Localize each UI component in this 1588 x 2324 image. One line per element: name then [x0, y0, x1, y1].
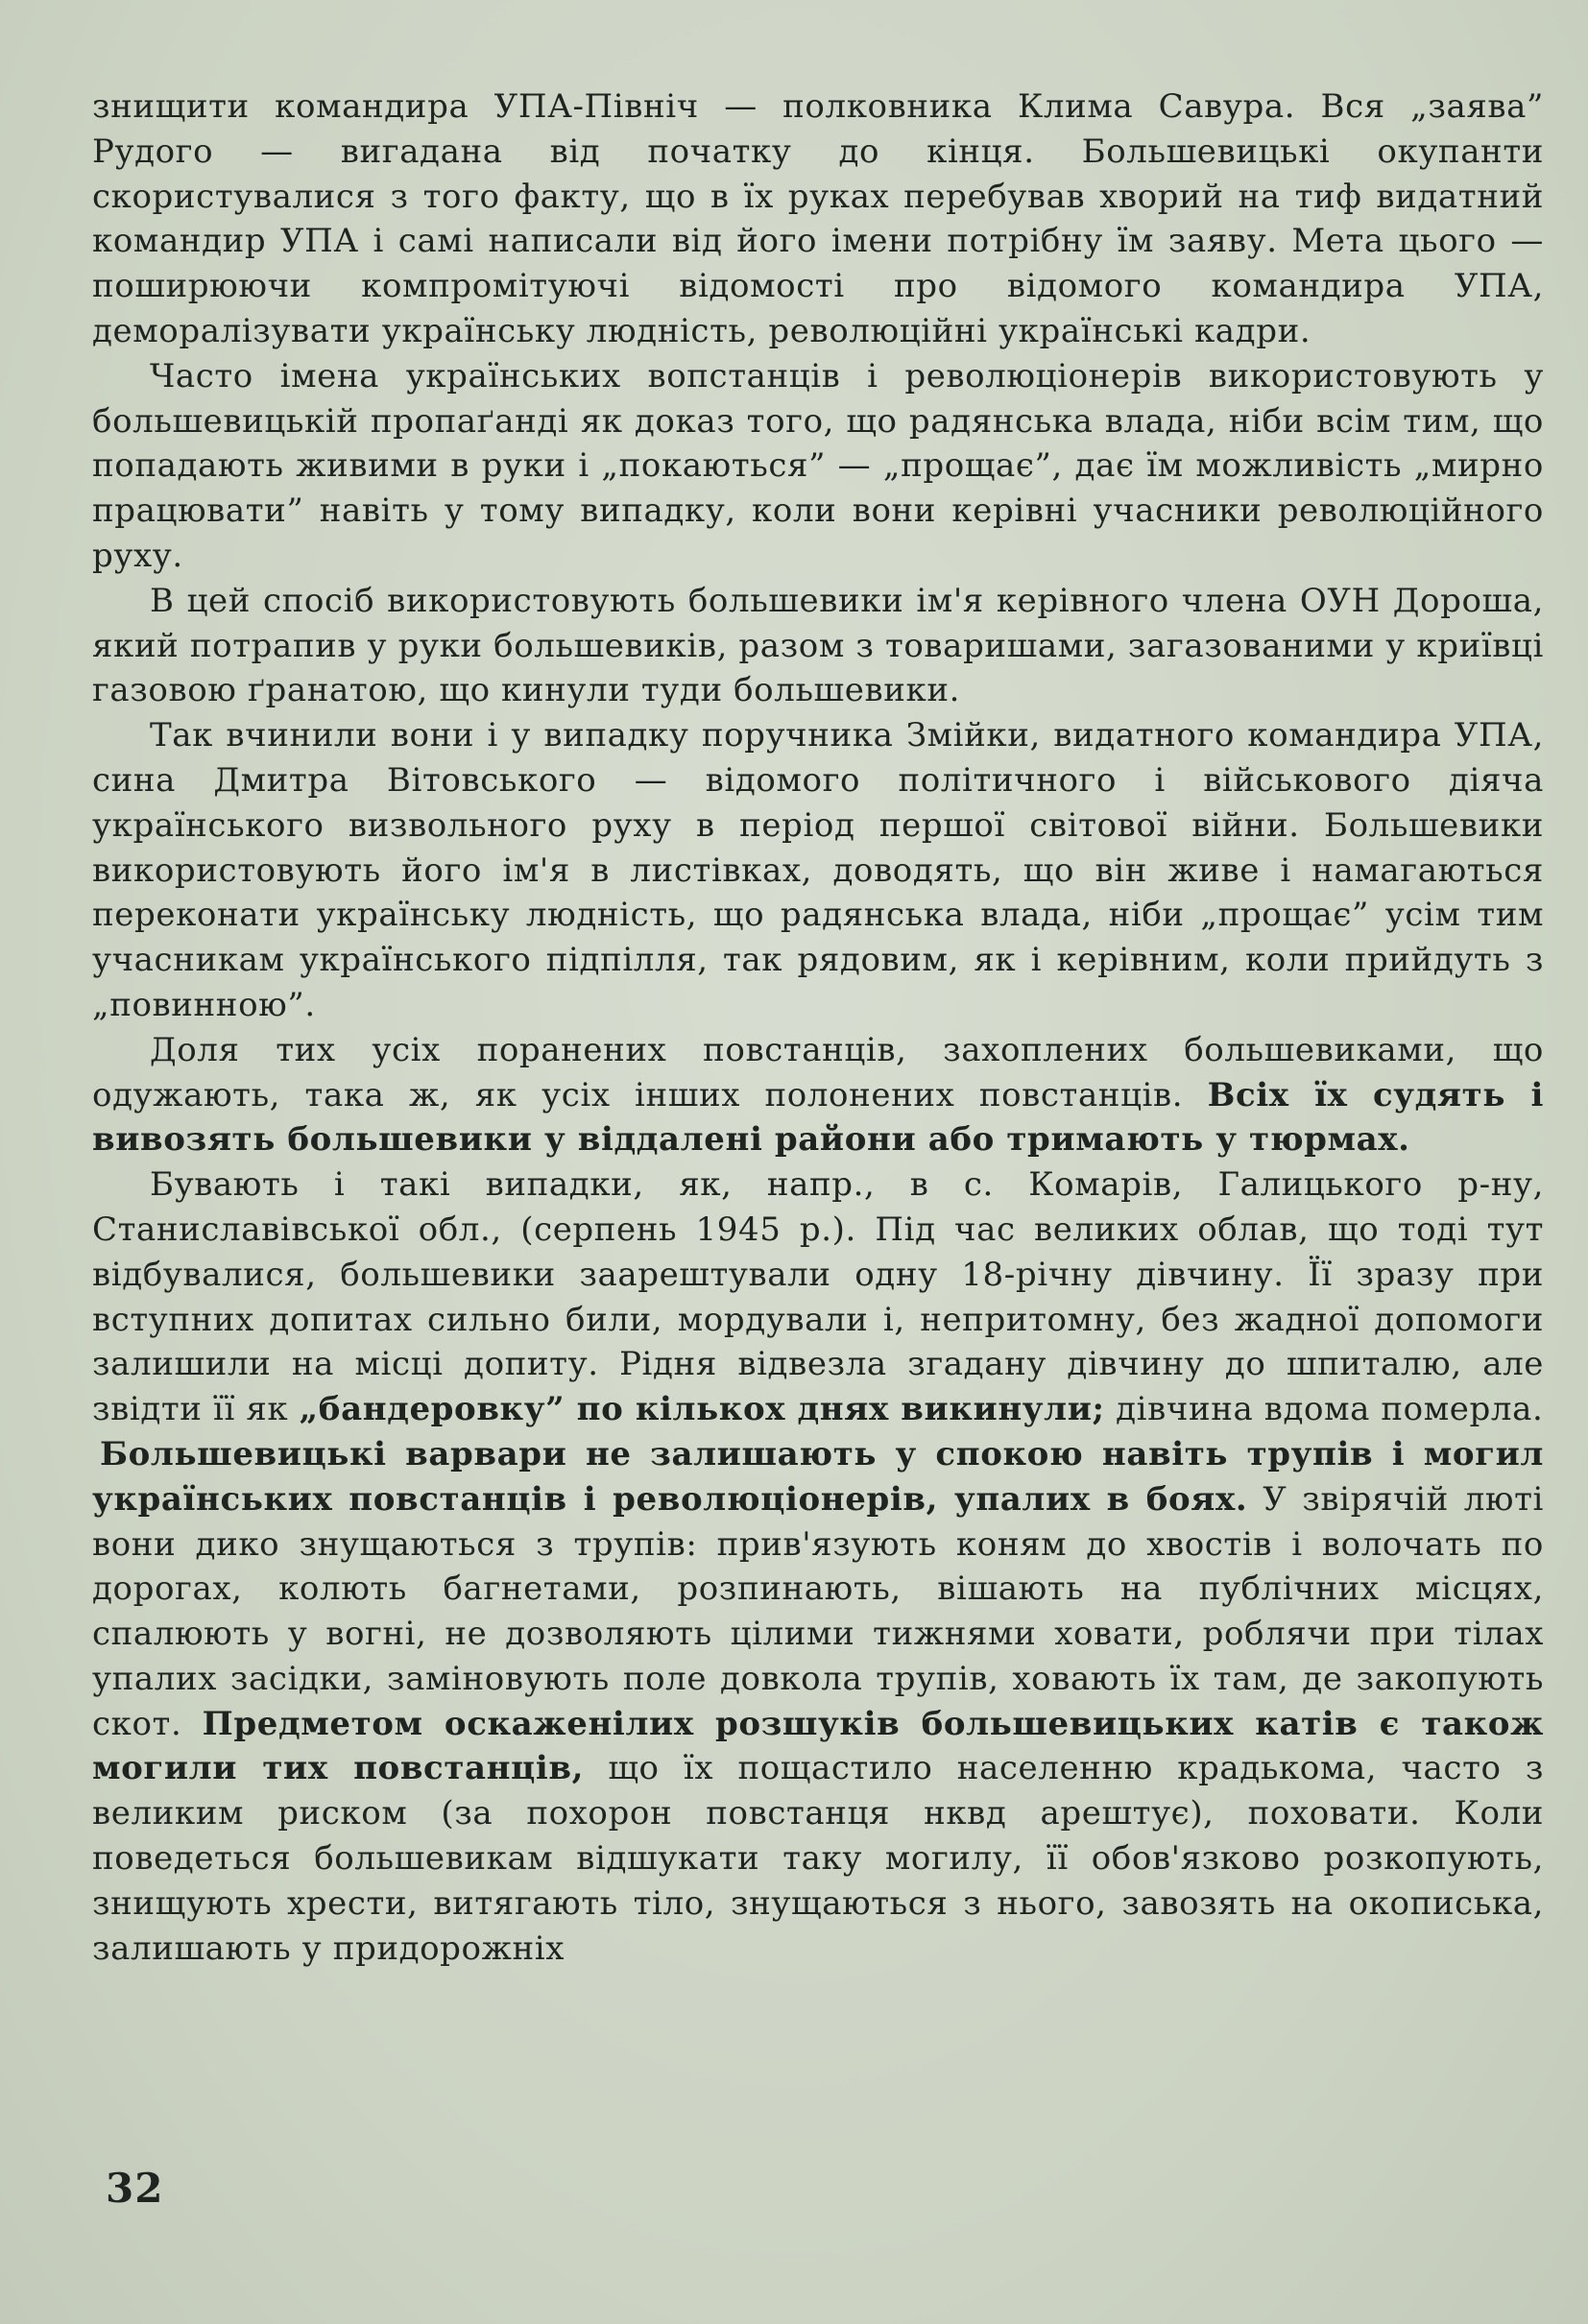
text-segment: знищити командира УПА-Північ — полковника Клима Савура. Вся „заява” Рудого — вигадана від початку до кінця. Большевицькі окупанти скористувалися з того факту, що в їх руках перебував хворий на тиф видатний командир УПА і самі написали від його імени потрібну їм заяву. Мета цього — поширюючи компромітуючі відомості про відомого командира УПА, деморалізувати українську людність, революційні українські кадри. — [92, 87, 1544, 350]
paragraph — [92, 713, 1544, 1028]
paragraph — [92, 84, 1544, 354]
text-segment: Доля тих усіх поранених повстанців, захоплених большевиками, що одужають, така ж, як усіх інших полонених повстанців. — [92, 1030, 1544, 1114]
bold-text-segment: Всіх їх судять і вивозять большевики у віддалені райони або тримають у тюрмах. — [92, 1075, 1544, 1160]
text-segment: Так вчинили вони і у випадку поручника Змійки, видатного командира УПА, сина Дмитра Вітовського — відомого політичного і військового діяча українського визвольного руху в період першої світової війни. Большевики використовують його ім'я в листівках, доводять, що він живе і намагаються переконати українську людність, що радянська влада, ніби „прощає” усім тим учасникам українського підпілля, так рядовим, як і керівним, коли прийдуть з „повинною”. — [92, 716, 1544, 1024]
paragraph — [92, 354, 1544, 579]
text-segment: що їх пощастило населенню крадькома, часто з великим риском (за похорон повстанця нквд арештує), поховати. Коли поведеться большевикам відшукати таку могилу, її обов'язково розкопують, знищують хрести, витягають тіло, знущаються з нього, завозять на окописька, залишають у придорожніх — [92, 1749, 1544, 1968]
paragraph — [92, 1432, 1544, 1972]
text-segment: дівчина вдома померла. — [1104, 1390, 1544, 1429]
text-segment: Бувають і такі випадки, як, напр., в с. Комарів, Галицького р-ну, Станиславівської обл., (серпень 1945 р.). Під час великих облав, що тоді тут відбувалися, большевики заарештували одну 18-річну дівчину. Її зразу при вступних допитах сильно били, мордували і, непритомну, без жадної допомоги залишили на місці допиту. Рідня відвезла згадану дівчину до шпиталю, але звідти її як — [92, 1165, 1544, 1429]
text-segment: Часто імена українських вопстанців і революціонерів використовують у большевицькій пропаґанді як доказ того, що радянська влада, ніби всім тим, що попадають живими в руки і „покаються” — „прощає”, дає їм можливість „мирно працювати” навіть у тому випадку, коли вони керівні учасники революційного руху. — [92, 356, 1544, 575]
text-segment: У звірячій люті вони дико знущаються з трупів: прив'язують коням до хвостів і волочать по дорогах, колють багнетами, розпинають, вішають на публічних місцях, спалюють у вогні, не дозволяють цілими тижнями ховати, роблячи при тілах упалих засідки, заміновують поле довкола трупів, ховають їх там, де закопують скот. — [92, 1479, 1545, 1743]
paragraph — [92, 579, 1544, 713]
text-segment: В цей спосіб використовують большевики ім'я керівного члена ОУН Дороша, який потрапив у руки большевиків, разом з товаришами, загазованими у криївці газовою ґранатою, що кинули туди большевики. — [92, 581, 1544, 710]
bold-text-segment: „бандеровку” по кількох днях викинули; — [299, 1390, 1105, 1429]
bold-text-segment: Предметом оскаженілих розшуків большевицьких катів є також могили тих повстанців, — [92, 1704, 1544, 1788]
paragraph — [92, 1162, 1544, 1432]
bold-text-segment: Большевицькі варвари не залишають у спокою навіть трупів і могил українських повстанців і революціонерів, упалих в боях. — [92, 1434, 1544, 1519]
body-text — [92, 84, 1544, 1971]
paragraph — [92, 1028, 1544, 1162]
page-number: 32 — [106, 2165, 164, 2212]
